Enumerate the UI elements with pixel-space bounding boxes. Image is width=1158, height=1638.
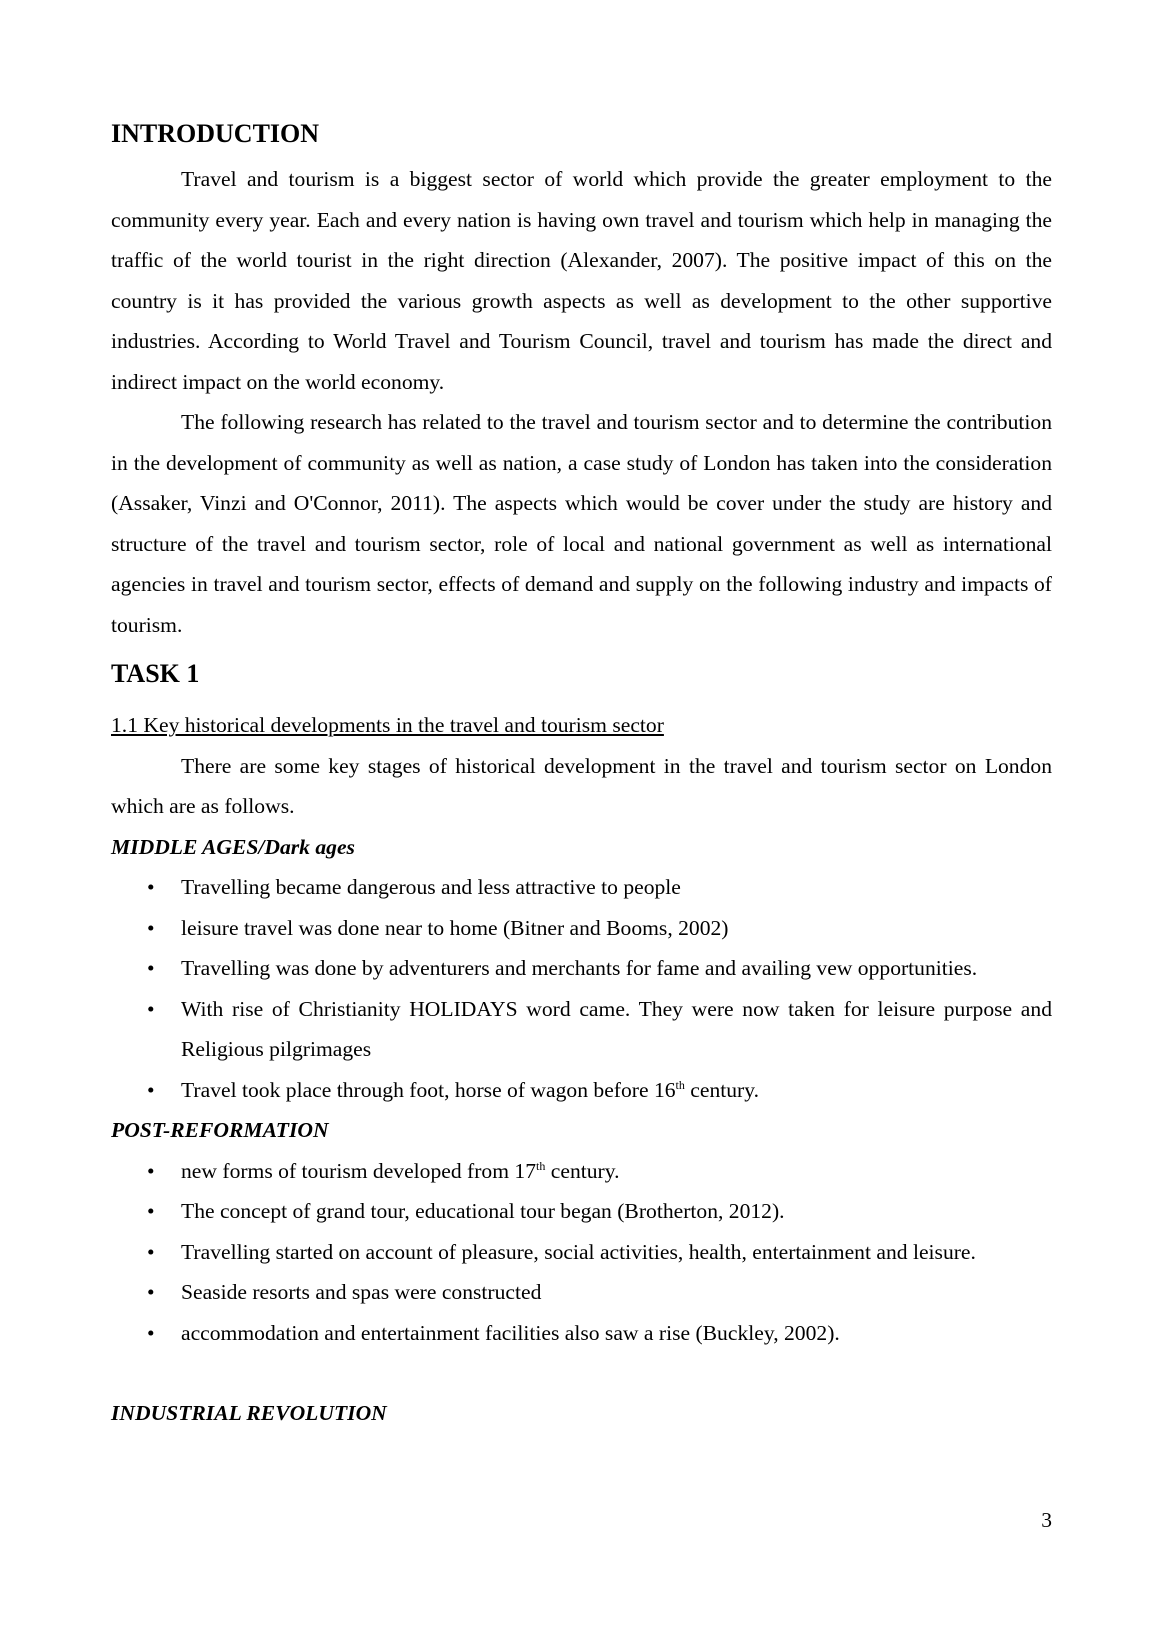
bullet-icon: • <box>147 1280 155 1304</box>
list-item <box>111 1070 1052 1111</box>
intro-paragraph-1: Travel and tourism is a biggest sector of world which provide the greater employment to the community every year. Each and every nation is having own travel and tourism which help in managing the traffic of the world tourist in the right direction (Alexander, 2007). The positive impact of this on the country is it has provided the various growth aspects as well as development to the other supportive industries. According to World Travel and Tourism Council, travel and tourism has made the direct and indirect impact on the world economy. <box>111 167 1052 394</box>
bullet-icon: • <box>147 1199 155 1223</box>
list-item-text: Seaside resorts and spas were constructed <box>181 1280 542 1304</box>
post-reformation-title: POST-REFORMATION <box>111 1118 329 1142</box>
list-item-text-before: new forms of tourism developed from 17 <box>181 1158 537 1183</box>
list-item <box>111 1151 1052 1192</box>
document-page <box>111 119 1052 1434</box>
section-1-1-subheading: 1.1 Key historical developments in the travel and tourism sector <box>111 713 664 737</box>
bullet-icon: • <box>147 1239 155 1264</box>
bullet-icon: • <box>147 996 155 1021</box>
bullet-icon: • <box>147 875 155 899</box>
list-item-text-after: century. <box>684 1077 760 1102</box>
list-item-text: Travelling became dangerous and less attractive to people <box>181 875 681 899</box>
task1-paragraph: There are some key stages of historical development in the travel and tourism sector on London which are as follows. <box>111 753 1052 818</box>
bullet-icon: • <box>147 1158 155 1183</box>
bullet-icon: • <box>147 956 155 980</box>
introduction-heading: INTRODUCTION <box>111 119 320 148</box>
list-item <box>111 989 1052 1070</box>
list-item-text: Travelling was done by adventurers and merchants for fame and availing vew opportunities. <box>181 956 978 980</box>
task1-heading: TASK 1 <box>111 659 200 688</box>
list-item-text: accommodation and entertainment facilities also saw a rise (Buckley, 2002). <box>181 1320 840 1345</box>
middle-ages-list <box>111 867 1052 1110</box>
list-item <box>111 908 1052 949</box>
bullet-icon: • <box>147 1077 155 1102</box>
list-item <box>111 948 1052 989</box>
list-item <box>111 1232 1052 1273</box>
bullet-icon: • <box>147 915 155 940</box>
list-item-text-before: Travel took place through foot, horse of wagon before 16 <box>181 1077 676 1102</box>
bullet-icon: • <box>147 1320 155 1345</box>
list-item <box>111 1272 1052 1313</box>
post-reformation-list <box>111 1151 1052 1354</box>
list-item-text-after: century. <box>545 1158 620 1183</box>
ordinal-superscript: th <box>536 1158 546 1173</box>
list-item <box>111 867 1052 908</box>
list-item-text: With rise of Christianity HOLIDAYS word came. They were now taken for leisure purpose and Religious pilgrimages <box>181 996 1052 1061</box>
list-item <box>111 1313 1052 1354</box>
list-item <box>111 1191 1052 1232</box>
ordinal-superscript: th <box>675 1077 685 1092</box>
industrial-revolution-title: INDUSTRIAL REVOLUTION <box>111 1401 387 1425</box>
middle-ages-title: MIDDLE AGES/Dark ages <box>111 834 355 859</box>
list-item-text: Travelling started on account of pleasure, social activities, health, entertainment and leisure. <box>181 1239 976 1264</box>
intro-paragraph-2: The following research has related to the travel and tourism sector and to determine the contribution in the development of community as well as nation, a case study of London has taken into the consideration (Assaker, Vinzi and O'Connor, 2011). The aspects which would be cover under the study are history and structure of the travel and tourism sector, role of local and national government as well as international agencies in travel and tourism sector, effects of demand and supply on the following industry and impacts of tourism. <box>111 410 1052 637</box>
page-number: 3 <box>1041 1508 1052 1532</box>
list-item-text: leisure travel was done near to home (Bitner and Booms, 2002) <box>181 915 729 940</box>
list-item-text: The concept of grand tour, educational tour began (Brotherton, 2012). <box>181 1199 785 1223</box>
